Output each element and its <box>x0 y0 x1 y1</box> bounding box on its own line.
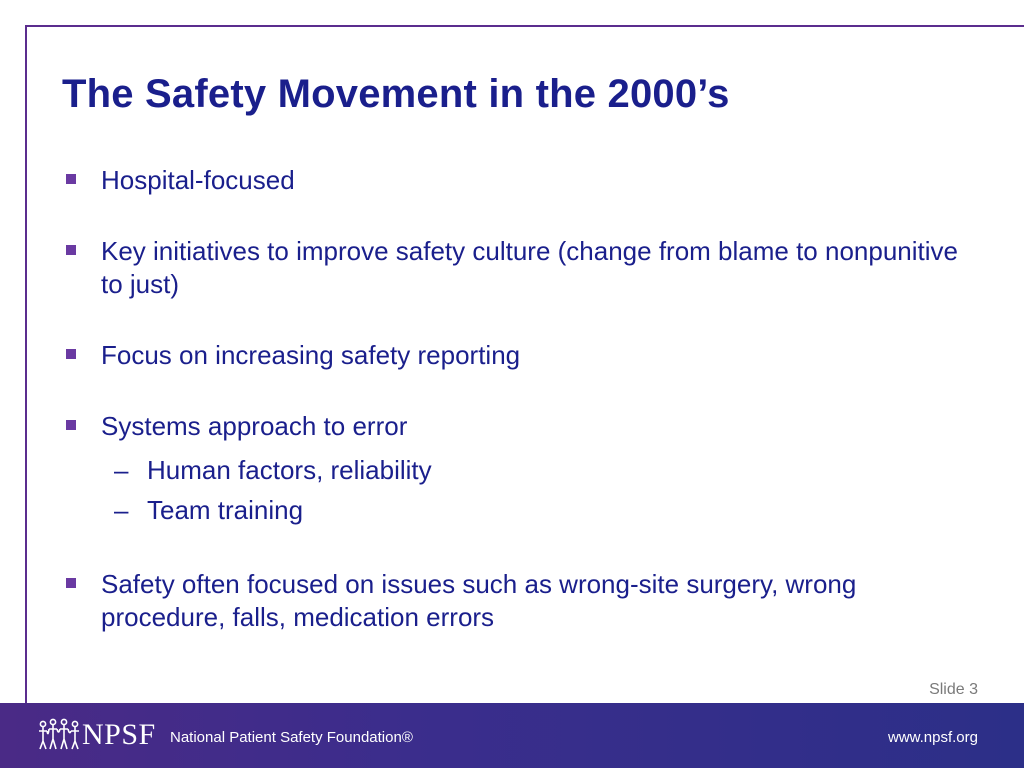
dash-bullet-icon: – <box>114 495 129 525</box>
square-bullet-icon <box>66 578 76 588</box>
foundation-name: National Patient Safety Foundation® <box>170 729 413 746</box>
sub-bullet-item <box>101 490 986 530</box>
bullet-text: Safety often focused on issues such as wrong-site surgery, wrong procedure, falls, medication errors <box>101 569 857 632</box>
sub-bullet-text: Team training <box>147 495 304 525</box>
square-bullet-icon <box>66 245 76 255</box>
bullet-item <box>66 235 986 301</box>
bullet-text: Systems approach to error <box>101 411 408 441</box>
npsf-logo <box>38 717 156 753</box>
bullet-list <box>66 164 986 672</box>
sub-bullet-text: Human factors, reliability <box>147 455 432 485</box>
bullet-text: Hospital-focused <box>101 165 295 195</box>
slide-number: Slide 3 <box>929 681 978 698</box>
square-bullet-icon <box>66 349 76 359</box>
bullet-item <box>66 410 986 530</box>
bullet-text: Focus on increasing safety reporting <box>101 340 521 370</box>
logo-wordmark: NPSF <box>82 718 156 751</box>
bullet-item <box>66 164 986 197</box>
website-link[interactable]: www.npsf.org <box>887 729 978 746</box>
sub-bullet-item <box>101 450 986 490</box>
bullet-text: Key initiatives to improve safety culture (change from blame to nonpunitive to just) <box>101 236 958 299</box>
dash-bullet-icon: – <box>114 455 129 485</box>
footer-bar <box>0 703 1024 768</box>
bullet-item <box>66 568 986 634</box>
square-bullet-icon <box>66 420 76 430</box>
sub-bullet-list <box>101 450 986 530</box>
bullet-item <box>66 339 986 372</box>
square-bullet-icon <box>66 174 76 184</box>
slide-title: The Safety Movement in the 2000’s <box>62 72 730 116</box>
people-chain-icon <box>38 717 80 753</box>
